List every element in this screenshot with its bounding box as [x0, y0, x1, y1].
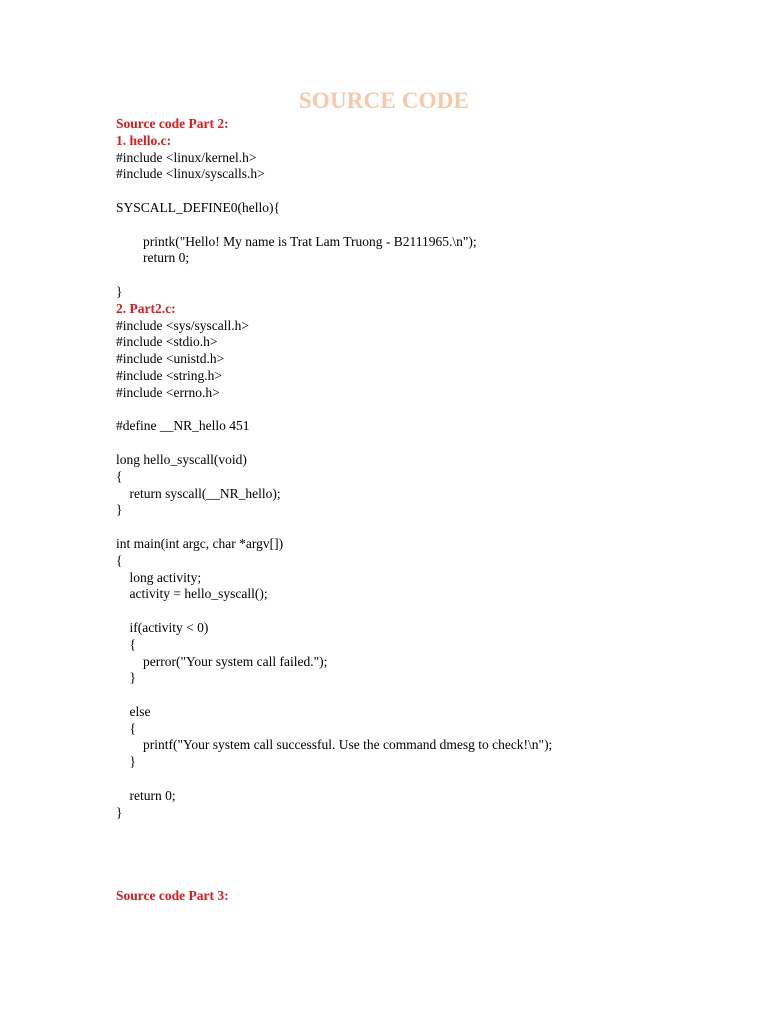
code-line: printf("Your system call successful. Use the command dmesg to check!\n");	[116, 737, 553, 753]
part2-heading: Source code Part 2:	[116, 116, 229, 131]
document-body	[116, 116, 736, 905]
code-line	[116, 217, 736, 234]
code-line	[116, 603, 736, 620]
code-line	[116, 183, 736, 200]
code-line	[116, 402, 736, 419]
code-line: }	[116, 804, 123, 820]
code-line: #include <errno.h>	[116, 384, 220, 400]
code-line: return syscall(__NR_hello);	[116, 485, 281, 501]
code-line: }	[116, 754, 136, 770]
code-line	[116, 771, 736, 788]
part3-heading: Source code Part 3:	[116, 888, 229, 904]
code-line: {	[116, 468, 123, 484]
hello-c-code-block	[116, 150, 736, 301]
code-line: {	[116, 720, 136, 736]
code-line: printk("Hello! My name is Trat Lam Truong - B2111965.\n");	[116, 233, 477, 249]
code-line: {	[116, 636, 136, 652]
code-line: if(activity < 0)	[116, 619, 209, 635]
code-line: #include <string.h>	[116, 367, 222, 383]
document-title: SOURCE CODE	[298, 88, 470, 113]
code-line: return 0;	[116, 250, 190, 266]
code-line: SYSCALL_DEFINE0(hello){	[116, 199, 280, 215]
code-line: #include <unistd.h>	[116, 351, 225, 367]
code-line: #define __NR_hello 451	[116, 418, 250, 434]
code-line: {	[116, 552, 123, 568]
section-spacer	[116, 821, 736, 888]
code-line	[116, 687, 736, 704]
part2-c-heading: 2. Part2.c:	[116, 300, 176, 316]
hello-c-heading: 1. hello.c:	[116, 132, 172, 148]
code-line: perror("Your system call failed.");	[116, 653, 328, 669]
code-line: long hello_syscall(void)	[116, 451, 247, 467]
code-line	[116, 519, 736, 536]
code-line: int main(int argc, char *argv[])	[116, 535, 284, 551]
code-line: }	[116, 670, 136, 686]
code-line: #include <linux/kernel.h>	[116, 149, 257, 165]
code-line: else	[116, 703, 151, 719]
code-line: return 0;	[116, 787, 176, 803]
code-line: activity = hello_syscall();	[116, 586, 268, 602]
code-line: }	[116, 502, 123, 518]
code-line: }	[116, 283, 123, 299]
code-line	[116, 435, 736, 452]
code-line: #include <stdio.h>	[116, 334, 218, 350]
part2-c-code-block	[116, 318, 736, 822]
code-line: long activity;	[116, 569, 202, 585]
code-line: #include <linux/syscalls.h>	[116, 166, 265, 182]
code-line: #include <sys/syscall.h>	[116, 317, 249, 333]
code-line	[116, 267, 736, 284]
